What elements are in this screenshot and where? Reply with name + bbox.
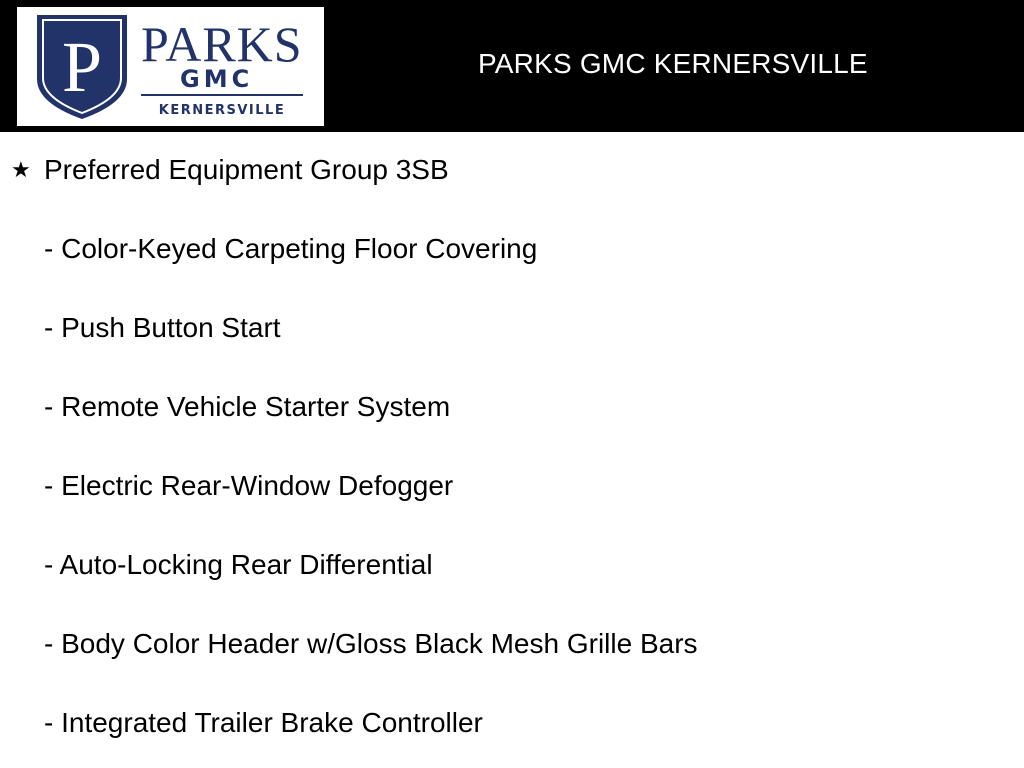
list-item: - Color-Keyed Carpeting Floor Covering xyxy=(44,233,538,264)
list-item: - Auto-Locking Rear Differential xyxy=(44,549,433,580)
list-item: - Push Button Start xyxy=(44,312,281,343)
dealer-title: PARKS GMC KERNERSVILLE xyxy=(478,48,868,79)
logo-letter: P xyxy=(61,27,103,107)
equipment-heading: Preferred Equipment Group 3SB xyxy=(44,154,449,185)
page-header xyxy=(0,0,1024,132)
dealer-logo-graphic xyxy=(17,7,324,126)
list-item: - Body Color Header w/Gloss Black Mesh Grille Bars xyxy=(44,628,698,659)
logo-make: GMC xyxy=(180,65,254,93)
star-icon: ★ xyxy=(11,157,31,182)
list-item: - Electric Rear-Window Defogger xyxy=(44,470,454,501)
list-item: - Remote Vehicle Starter System xyxy=(44,391,451,422)
logo-divider xyxy=(141,94,303,96)
equipment-list xyxy=(0,132,1024,768)
logo-brand: PARKS xyxy=(141,16,303,72)
dealer-logo xyxy=(17,7,324,126)
logo-location: KERNERSVILLE xyxy=(158,103,286,118)
list-item: - Integrated Trailer Brake Controller xyxy=(44,707,483,738)
